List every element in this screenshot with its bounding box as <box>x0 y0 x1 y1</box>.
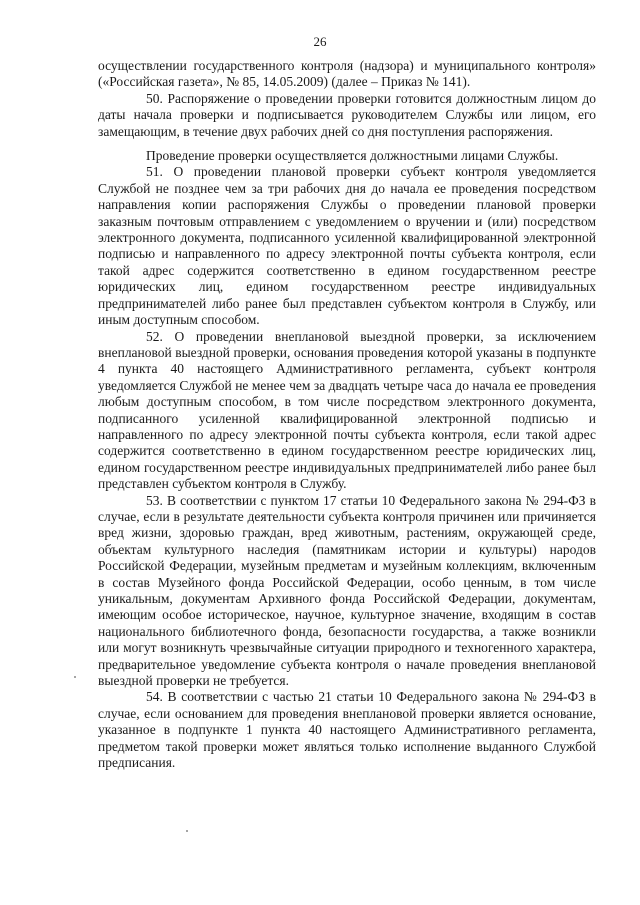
paragraph-51: 51. О проведении плановой проверки субъект контроля уведомляется Службой не позднее чем за три рабочих дня до начала ее проведения посредством направления копии распоряжения Службы о проведении плановой проверки заказным почтовым отправлением с уведомлением о вручении и (или) посредством электронного документа, подписанного усиленной квалифицированной электронной подписью и направленного по адресу электронной почты субъекта контроля, если такой адрес содержится соответственно в едином государственном реестре юридических лиц, едином государственном реестре индивидуальных предпринимателей либо ранее был представлен субъектом контроля в Службу, или иным доступным способом. <box>98 164 596 328</box>
paragraph-conduct: Проведение проверки осуществляется должностными лицами Службы. <box>146 148 559 164</box>
paragraph-continuation: осуществлении государственного контроля (надзора) и муниципального контроля» («Российская газета», № 85, 14.05.2009) (далее – Приказ № 141). <box>98 58 596 90</box>
scan-speck <box>74 676 76 678</box>
paragraph-53: 53. В соответствии с пунктом 17 статьи 10 Федерального закона № 294-ФЗ в случае, если в результате деятельности субъекта контроля причинен или причиняется вред жизни, здоровью граждан, вред животным, растениям, окружающей среде, объектам культурного наследия (памятникам истории и культуры) народов Российской Федерации, музейным предметам и музейным коллекциям, включенным в состав Музейного фонда Российской Федерации, особо ценным, в том числе уникальным, документам Архивного фонда Российской Федерации, документам, имеющим особое историческое, научное, культурное значение, входящим в состав национального библиотечного фонда, безопасности государства, а также возникли или могут возникнуть чрезвычайные ситуации природного и техногенного характера, предварительное уведомление субъекта контроля о начале проведения внеплановой выездной проверки не требуется. <box>98 492 596 689</box>
paragraph-52: 52. О проведении внеплановой выездной проверки, за исключением внеплановой выездной проверки, основания проведения которой указаны в подпункте 4 пункта 40 настоящего Административного регламента, субъект контроля уведомляется Службой не менее чем за двадцать четыре часа до начала ее проведения любым доступным способом, в том числе посредством электронного документа, подписанного усиленной квалифицированной электронной подписью и направленного по адресу электронной почты субъекта контроля, если такой адрес содержится соответственно в едином государственном реестре юридических лиц, едином государственном реестре индивидуальных предпринимателей либо ранее был представлен субъектом контроля в Службу. <box>98 328 596 492</box>
scan-speck <box>186 830 188 832</box>
paragraph-54: 54. В соответствии с частью 21 статьи 10 Федерального закона № 294-ФЗ в случае, если основанием для проведения внеплановой проверки является основание, указанное в подпункте 1 пункта 40 настоящего Административного регламента, предметом такой проверки может являться только исполнение выданного Службой предписания. <box>98 689 596 771</box>
document-body <box>98 58 596 771</box>
paragraph-50: 50. Распоряжение о проведении проверки готовится должностным лицом до даты начала проверки и подписывается руководителем Службы или лицом, его замещающим, в течение двух рабочих дней со дня поступления распоряжения. <box>98 90 596 139</box>
page-number: 26 <box>313 34 327 49</box>
